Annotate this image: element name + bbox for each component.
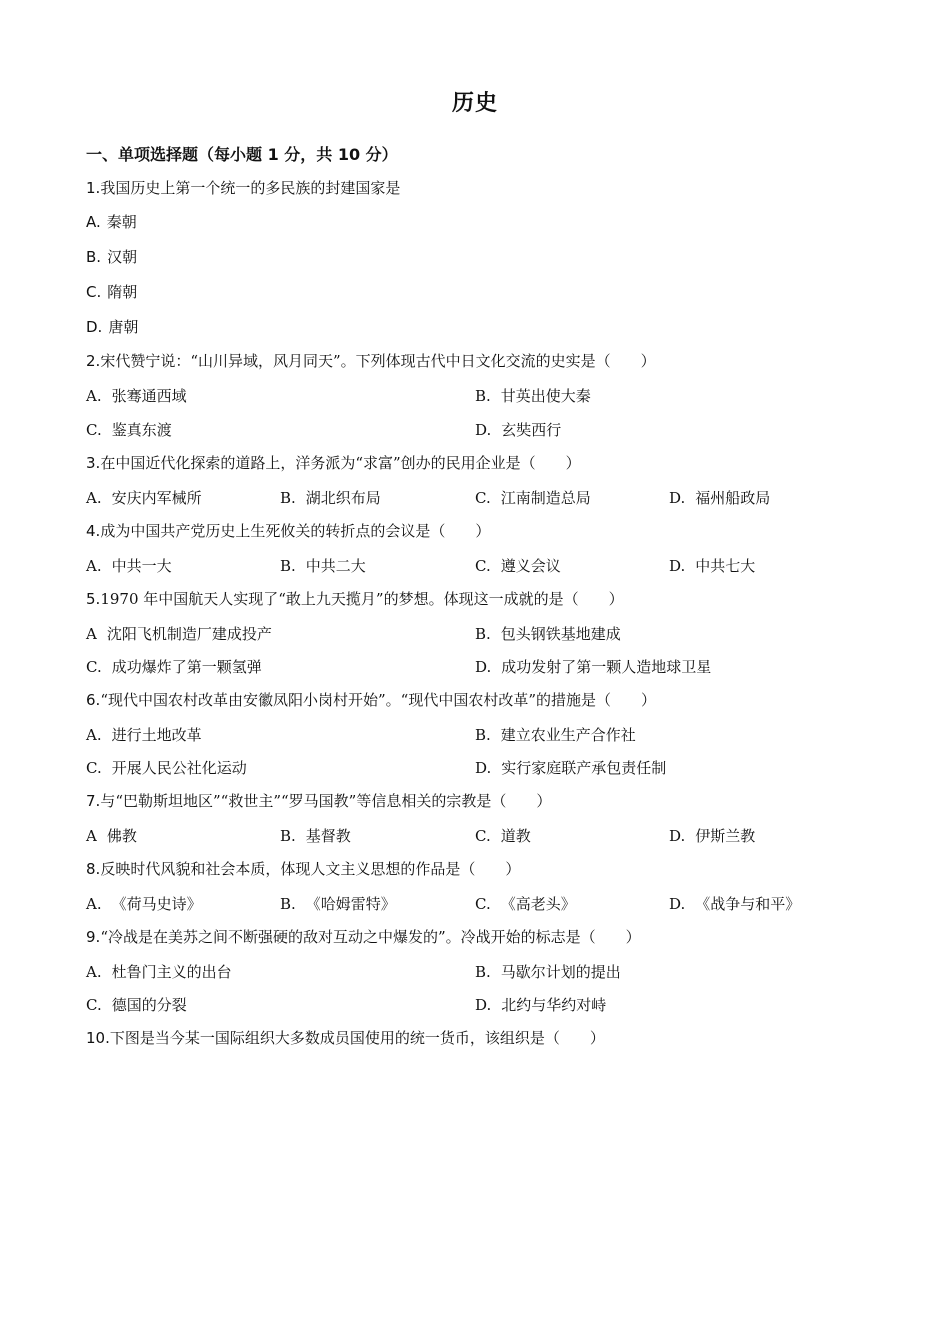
option-c bbox=[86, 757, 247, 778]
question-number: 6. bbox=[86, 691, 101, 709]
option-b bbox=[280, 555, 366, 576]
option-text: 湖北织布局 bbox=[305, 489, 381, 507]
question-number: 10. bbox=[86, 1029, 110, 1047]
question-text: 与“巴勒斯坦地区”“救世主”“罗马国教”等信息相关的宗教是（ ） bbox=[100, 792, 552, 810]
question-text: 1970 年中国航天人实现了“敢上九天揽月”的梦想。体现这一成就的是（ ） bbox=[100, 590, 624, 608]
option-text: 佛教 bbox=[106, 827, 137, 845]
option-letter: B. bbox=[475, 387, 491, 405]
option-letter: B. bbox=[475, 726, 491, 744]
option-d bbox=[669, 487, 770, 508]
option-letter: A. bbox=[86, 557, 102, 575]
option-letter: A. bbox=[86, 387, 102, 405]
question-text: 下图是当今某一国际组织大多数成员国使用的统一货币，该组织是（ ） bbox=[109, 1029, 605, 1047]
option-letter: C. bbox=[475, 827, 491, 845]
page-title: 历史 bbox=[451, 91, 498, 116]
option-c bbox=[86, 419, 172, 440]
question-number: 4. bbox=[86, 522, 101, 540]
option-text: 《战争与和平》 bbox=[695, 895, 801, 913]
option-letter: C. bbox=[86, 283, 102, 301]
question-2 bbox=[86, 350, 656, 371]
option-letter: A. bbox=[86, 726, 102, 744]
option-c bbox=[475, 825, 531, 846]
option-c bbox=[86, 994, 187, 1015]
option-letter: B. bbox=[280, 827, 296, 845]
option-text: 马歇尔计划的提出 bbox=[500, 963, 621, 981]
option-text: 唐朝 bbox=[108, 318, 139, 336]
question-3 bbox=[86, 452, 581, 473]
option-letter: B. bbox=[475, 963, 491, 981]
option-b bbox=[86, 246, 137, 267]
option-d bbox=[669, 825, 755, 846]
option-b bbox=[280, 487, 381, 508]
question-9 bbox=[86, 926, 641, 947]
option-letter: B. bbox=[475, 625, 491, 643]
question-text: 我国历史上第一个统一的多民族的封建国家是 bbox=[100, 179, 401, 197]
option-text: 鉴真东渡 bbox=[111, 421, 172, 439]
option-b bbox=[475, 961, 621, 982]
option-c bbox=[86, 656, 262, 677]
option-text: 玄奘西行 bbox=[501, 421, 562, 439]
option-letter: D. bbox=[669, 557, 686, 575]
option-a bbox=[86, 211, 137, 232]
option-text: 《高老头》 bbox=[500, 895, 576, 913]
question-text: “现代中国农村改革由安徽凤阳小岗村开始”。“现代中国农村改革”的措施是（ ） bbox=[100, 691, 656, 709]
option-text: 隋朝 bbox=[107, 283, 138, 301]
option-text: 基督教 bbox=[305, 827, 351, 845]
option-text: 建立农业生产合作社 bbox=[500, 726, 636, 744]
option-text: 秦朝 bbox=[106, 213, 137, 231]
option-text: 成功发射了第一颗人造地球卫星 bbox=[501, 658, 712, 676]
option-letter: B. bbox=[280, 895, 296, 913]
option-letter: A. bbox=[86, 489, 102, 507]
question-4 bbox=[86, 520, 490, 541]
option-text: 沈阳飞机制造厂建成投产 bbox=[106, 625, 272, 643]
question-number: 1. bbox=[86, 179, 101, 197]
option-text: 道教 bbox=[500, 827, 531, 845]
option-b bbox=[475, 724, 636, 745]
option-a bbox=[86, 385, 187, 406]
option-c bbox=[475, 487, 591, 508]
question-text: 反映时代风貌和社会本质，体现人文主义思想的作品是（ ） bbox=[100, 860, 521, 878]
option-b bbox=[475, 385, 591, 406]
option-d bbox=[669, 893, 800, 914]
option-letter: B. bbox=[280, 489, 296, 507]
option-text: 张骞通西域 bbox=[111, 387, 187, 405]
option-letter: B. bbox=[86, 248, 102, 266]
option-letter: D. bbox=[475, 759, 492, 777]
option-d bbox=[669, 555, 755, 576]
option-text: 安庆内军械所 bbox=[111, 489, 202, 507]
question-10 bbox=[86, 1027, 605, 1048]
option-c bbox=[86, 281, 137, 302]
option-letter: B. bbox=[280, 557, 296, 575]
option-d bbox=[475, 656, 711, 677]
option-text: 汉朝 bbox=[107, 248, 138, 266]
option-a bbox=[86, 893, 202, 914]
option-letter: A. bbox=[86, 895, 102, 913]
question-number: 9. bbox=[86, 928, 101, 946]
question-number: 7. bbox=[86, 792, 101, 810]
option-letter: A. bbox=[86, 963, 102, 981]
question-text: 宋代赞宁说：“山川异域，风月同天”。下列体现古代中日文化交流的史实是（ ） bbox=[100, 352, 656, 370]
question-8 bbox=[86, 858, 520, 879]
option-c bbox=[475, 555, 561, 576]
option-text: 北约与华约对峙 bbox=[501, 996, 607, 1014]
option-b bbox=[280, 825, 351, 846]
option-letter: D. bbox=[669, 895, 686, 913]
option-text: 包头钢铁基地建成 bbox=[500, 625, 621, 643]
option-letter: D. bbox=[669, 827, 686, 845]
option-letter: D. bbox=[669, 489, 686, 507]
option-letter: D. bbox=[475, 658, 492, 676]
option-a bbox=[86, 724, 202, 745]
option-text: 中共一大 bbox=[111, 557, 172, 575]
option-text: 遵义会议 bbox=[500, 557, 561, 575]
question-number: 2. bbox=[86, 352, 101, 370]
question-text: 成为中国共产党历史上生死攸关的转折点的会议是（ ） bbox=[100, 522, 491, 540]
option-text: 江南制造总局 bbox=[500, 489, 591, 507]
question-number: 8. bbox=[86, 860, 101, 878]
option-letter: C. bbox=[475, 489, 491, 507]
option-letter: A. bbox=[86, 213, 101, 231]
question-number: 5. bbox=[86, 590, 101, 608]
question-6 bbox=[86, 689, 656, 710]
option-text: 开展人民公社化运动 bbox=[111, 759, 247, 777]
option-text: 伊斯兰教 bbox=[695, 827, 756, 845]
option-d bbox=[86, 316, 138, 337]
option-a bbox=[86, 623, 272, 644]
option-letter: C. bbox=[475, 895, 491, 913]
option-text: 杜鲁门主义的出台 bbox=[111, 963, 232, 981]
question-1 bbox=[86, 177, 400, 198]
option-d bbox=[475, 994, 606, 1015]
option-a bbox=[86, 825, 137, 846]
option-text: 甘英出使大秦 bbox=[500, 387, 591, 405]
question-number: 3. bbox=[86, 454, 101, 472]
option-letter: C. bbox=[86, 996, 102, 1014]
option-c bbox=[475, 893, 576, 914]
option-d bbox=[475, 757, 666, 778]
question-5 bbox=[86, 588, 624, 609]
option-a bbox=[86, 487, 202, 508]
option-text: 《荷马史诗》 bbox=[111, 895, 202, 913]
option-b bbox=[475, 623, 621, 644]
option-text: 德国的分裂 bbox=[111, 996, 187, 1014]
option-text: 进行土地改革 bbox=[111, 726, 202, 744]
section-heading: 一、单项选择题（每小题 1 分，共 10 分） bbox=[86, 145, 398, 164]
question-7 bbox=[86, 790, 551, 811]
option-letter: C. bbox=[86, 759, 102, 777]
option-b bbox=[280, 893, 396, 914]
option-text: 实行家庭联产承包责任制 bbox=[501, 759, 667, 777]
option-letter: C. bbox=[86, 658, 102, 676]
option-letter: C. bbox=[475, 557, 491, 575]
option-d bbox=[475, 419, 561, 440]
option-a bbox=[86, 961, 232, 982]
option-letter: A bbox=[86, 827, 97, 845]
option-letter: D. bbox=[475, 421, 492, 439]
option-text: 福州船政局 bbox=[695, 489, 771, 507]
option-letter: A bbox=[86, 625, 97, 643]
option-text: 中共二大 bbox=[305, 557, 366, 575]
option-text: 成功爆炸了第一颗氢弹 bbox=[111, 658, 262, 676]
option-text: 《哈姆雷特》 bbox=[305, 895, 396, 913]
option-letter: D. bbox=[475, 996, 492, 1014]
option-letter: D. bbox=[86, 318, 103, 336]
question-text: 在中国近代化探索的道路上，洋务派为“求富”创办的民用企业是（ ） bbox=[100, 454, 581, 472]
option-text: 中共七大 bbox=[695, 557, 756, 575]
option-letter: C. bbox=[86, 421, 102, 439]
option-a bbox=[86, 555, 172, 576]
question-text: “冷战是在美苏之间不断强硬的敌对互动之中爆发的”。冷战开始的标志是（ ） bbox=[100, 928, 641, 946]
